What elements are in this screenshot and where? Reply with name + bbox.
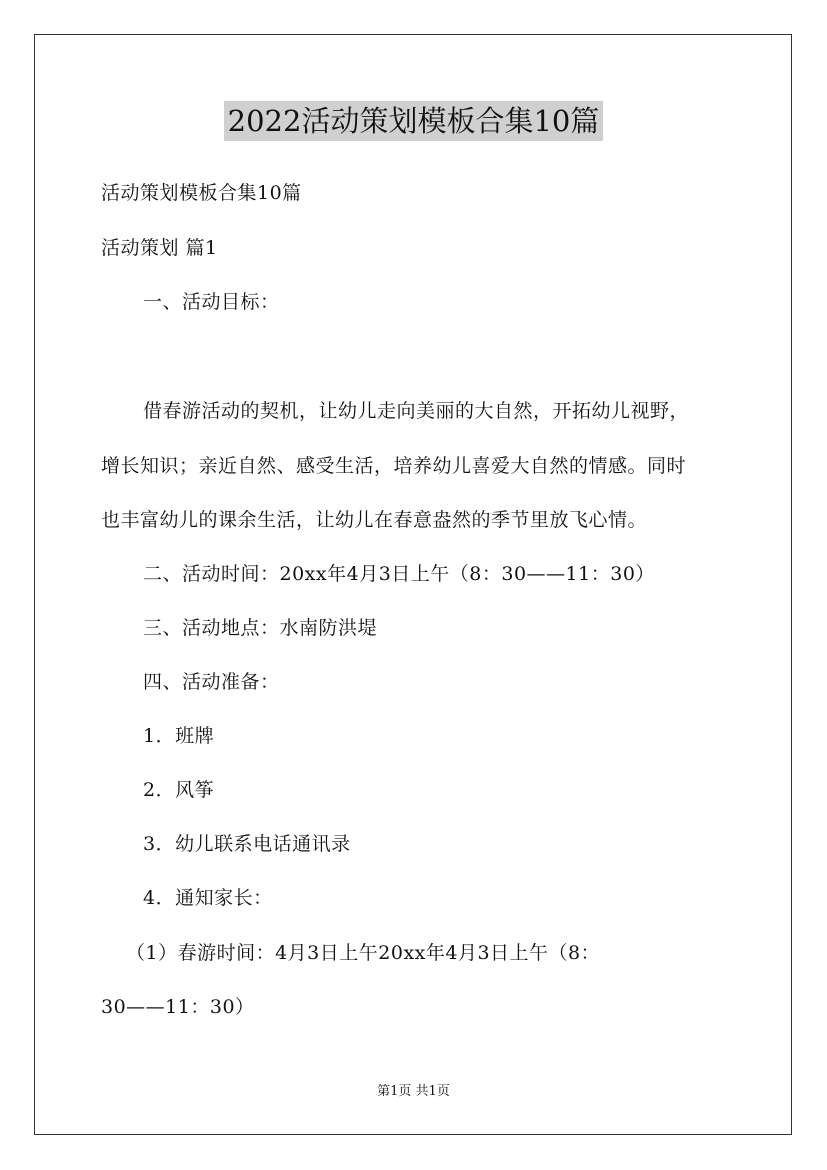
document-title-text: 2022活动策划模板合集10篇 (224, 101, 604, 141)
section-heading: 活动策划 篇1 (101, 237, 218, 259)
activity-time-line: 二、活动时间：20xx年4月3日上午（8：30——11：30） (143, 563, 655, 585)
paragraph-line: 借春游活动的契机，让幼儿走向美丽的大自然，开拓幼儿视野， (143, 400, 690, 422)
document-title (0, 101, 827, 141)
subtitle-line: 活动策划模板合集10篇 (101, 182, 302, 204)
heading-activity-goal: 一、活动目标： (143, 291, 280, 313)
sub-list-item-continued: 30——11：30） (101, 996, 255, 1018)
list-item: 2．风筝 (143, 779, 215, 801)
paragraph-line: 也丰富幼儿的课余生活，让幼儿在春意盎然的季节里放飞心情。 (101, 509, 648, 531)
paragraph-line: 增长知识；亲近自然、感受生活，培养幼儿喜爱大自然的情感。同时 (101, 455, 687, 477)
sub-list-item: （1）春游时间：4月3日上午20xx年4月3日上午（8： (126, 942, 601, 964)
activity-location-line: 三、活动地点：水南防洪堤 (143, 617, 378, 639)
list-item: 4．通知家长： (143, 887, 273, 909)
heading-activity-prep: 四、活动准备： (143, 671, 280, 693)
list-item: 1．班牌 (143, 725, 215, 747)
page-footer: 第1页 共1页 (377, 1084, 450, 1099)
list-item: 3．幼儿联系电话通讯录 (143, 833, 351, 855)
